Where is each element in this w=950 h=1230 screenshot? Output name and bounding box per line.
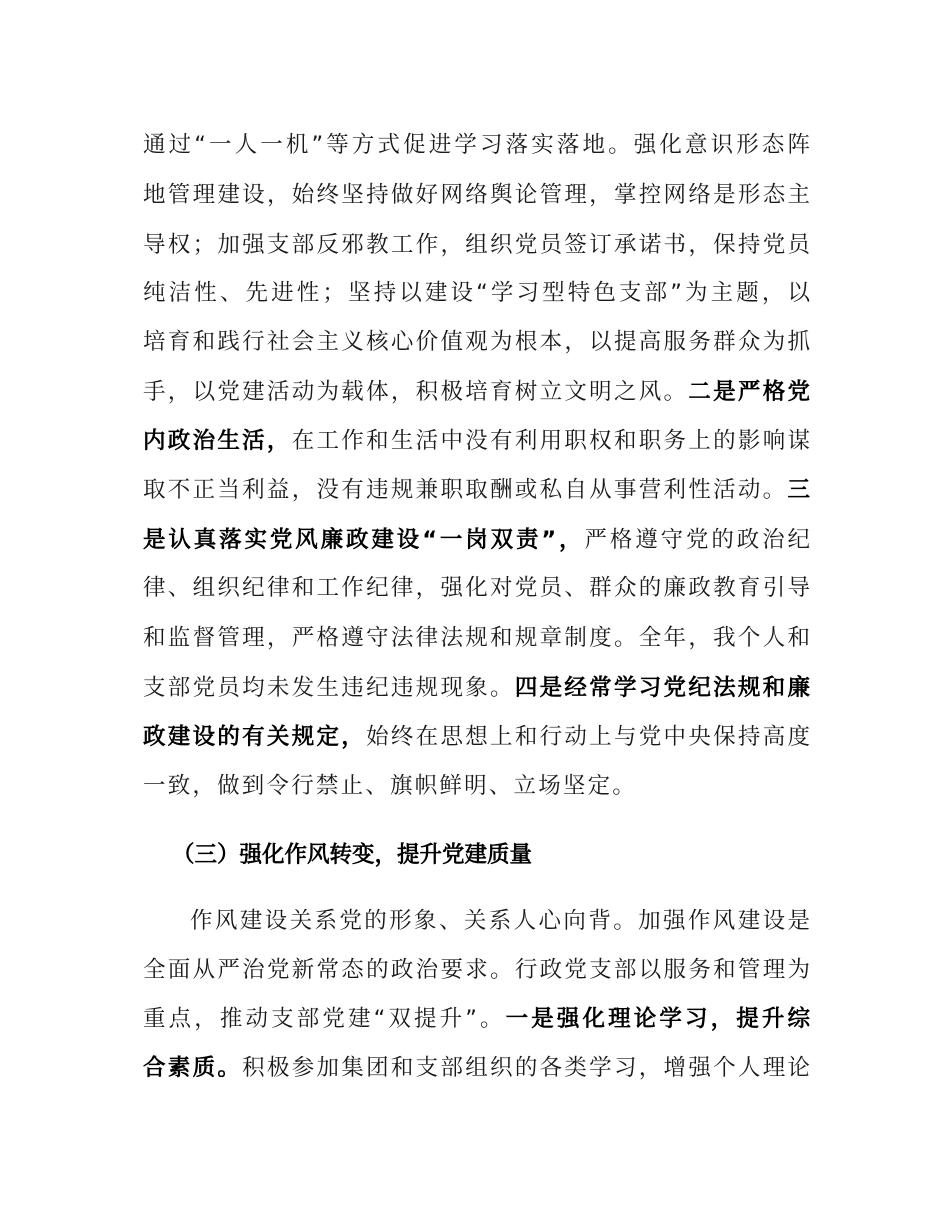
text-line xyxy=(143,475,810,505)
text: 支部党员均未发生违纪违规现象。 xyxy=(143,675,515,701)
text: 通过“一人一机”等方式促进学习落实落地。强化意识形态阵 xyxy=(143,132,810,158)
text-line xyxy=(143,130,810,160)
text-line xyxy=(143,327,810,357)
text-line xyxy=(143,722,810,752)
text-line xyxy=(143,673,810,703)
bold-text: 四是经常学习党纪法规和廉 xyxy=(514,675,810,701)
bold-text: 合素质。 xyxy=(143,1055,243,1081)
bold-text: 是认真落实党风廉政建设“一岗双责”， xyxy=(143,527,585,553)
text-line xyxy=(143,1004,810,1034)
text-line xyxy=(143,426,810,456)
text-line xyxy=(143,180,810,210)
text-line xyxy=(143,771,637,801)
text-line xyxy=(143,1053,810,1083)
text: 律、组织纪律和工作纪律，强化对党员、群众的廉政教育引导 xyxy=(143,575,810,601)
text-line xyxy=(190,906,810,936)
text: 地管理建设，始终坚持做好网络舆论管理，掌控网络是形态主 xyxy=(143,182,810,208)
text: 导权；加强支部反邪教工作，组织党员签订承诺书，保持党员 xyxy=(143,232,810,258)
bold-text: 内政治生活， xyxy=(143,428,292,454)
bold-text: 三 xyxy=(787,477,810,503)
text-line xyxy=(143,278,810,308)
text: 和监督管理，严格遵守法律法规和规章制度。全年，我个人和 xyxy=(143,625,810,651)
text: 取不正当利益，没有违规兼职取酬或私自从事营利性活动。 xyxy=(143,477,788,503)
text: 作风建设关系党的形象、关系人心向背。加强作风建设是 xyxy=(190,908,810,934)
text: 严格遵守党的政治纪 xyxy=(584,527,810,553)
text: 重点，推动支部党建“双提升”。 xyxy=(143,1006,506,1032)
text: 一致，做到令行禁止、旗帜鲜明、立场坚定。 xyxy=(143,773,638,799)
text-line xyxy=(143,955,810,985)
text-line xyxy=(143,525,810,555)
section-heading: （三）强化作风转变，提升党建质量 xyxy=(172,842,533,868)
text-line xyxy=(143,573,810,603)
text-line xyxy=(143,623,810,653)
text: 始终在思想上和行动上与党中央保持高度 xyxy=(366,724,810,750)
text: 纯洁性、先进性；坚持以建设“学习型特色支部”为主题，以 xyxy=(143,280,810,306)
text: 培育和践行社会主义核心价值观为根本，以提高服务群众为抓 xyxy=(143,329,810,355)
text-line xyxy=(143,230,810,260)
text: 全面从严治党新常态的政治要求。行政党支部以服务和管理为 xyxy=(143,957,810,983)
text: 积极参加集团和支部组织的各类学习，增强个人理论 xyxy=(242,1055,810,1081)
text: 在工作和生活中没有利用职权和职务上的影响谋 xyxy=(291,428,810,454)
bold-text: 政建设的有关规定， xyxy=(143,724,367,750)
bold-text: 一是强化理论学习，提升综 xyxy=(505,1006,810,1032)
text: 手，以党建活动为载体，积极培育树立文明之风。 xyxy=(143,379,689,405)
bold-text: 二是严格党 xyxy=(688,379,810,405)
text-line xyxy=(143,377,810,407)
